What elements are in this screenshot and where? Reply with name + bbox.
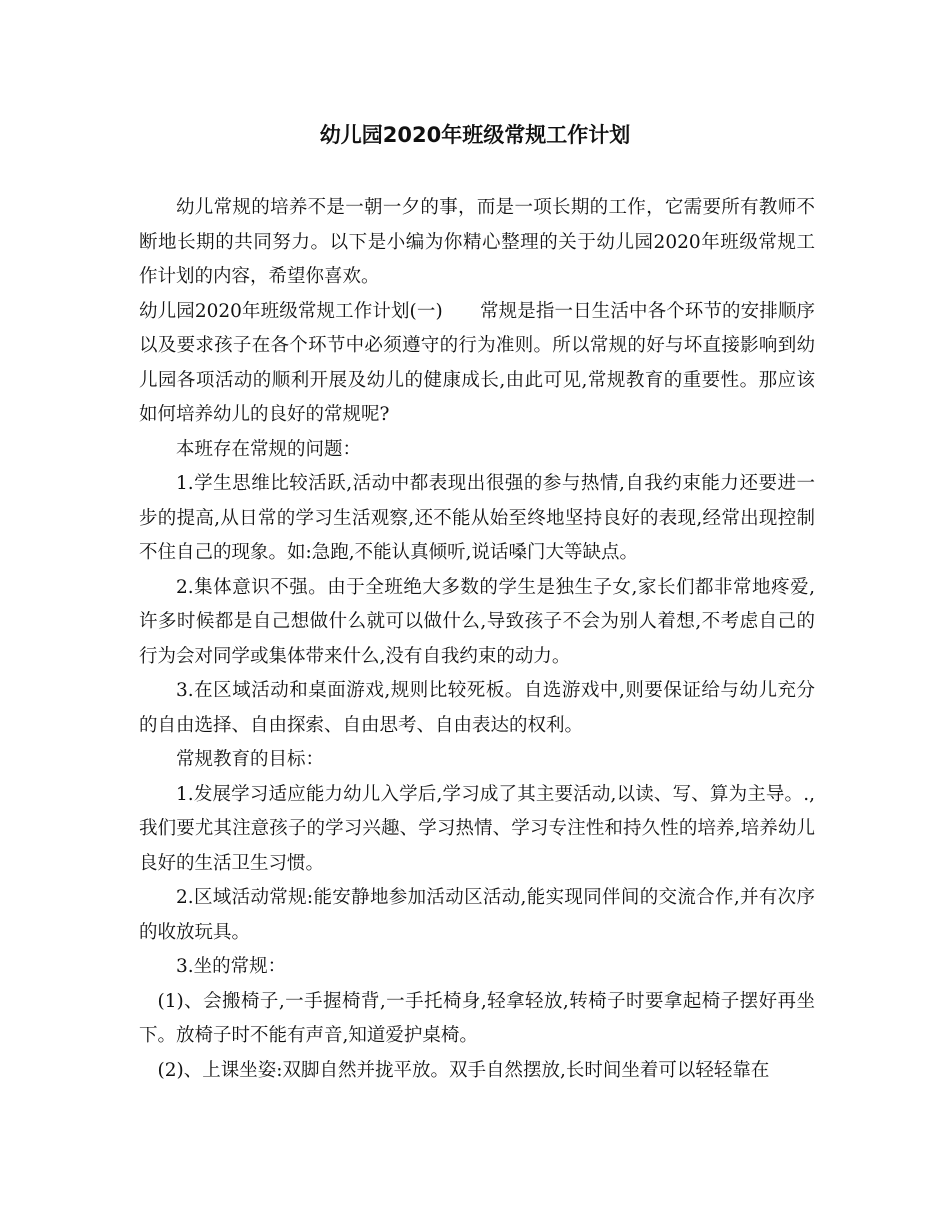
paragraph-goal-3: 3.坐的常规： (176, 956, 287, 977)
paragraph-plan-one: 幼儿园2020年班级常规工作计划(一) 常规是指一日生活中各个环节的安排顺序以及要求孩子在各个环节中必须遵守的行为准则。所以常规的好与坏直接影响到幼儿园各项活动的顺利开展及幼儿的健康成长,由此可见,常规教育的重要性。那应该如何培养幼儿的良好的常规呢? (139, 300, 815, 425)
paragraph-sit-rule-2: (2)、上课坐姿:双脚自然并拢平放。双手自然摆放,长时间坐着可以轻轻靠在 (157, 1059, 770, 1081)
paragraph-problem-1: 1.学生思维比较活跃,活动中都表现出很强的参与热情,自我约束能力还要进一步的提高,从日常的学习生活观察,还不能从始至终地坚持良好的表现,经常出现控制不住自己的现象。如:急跑,不能认真倾听,说话嗓门大等缺点。 (139, 473, 815, 563)
paragraph-intro: 幼儿常规的培养不是一朝一夕的事，而是一项长期的工作，它需要所有教师不断地长期的共同努力。以下是小编为你精心整理的关于幼儿园2020年班级常规工作计划的内容，希望你喜欢。 (139, 197, 815, 287)
paragraph-problem-2: 2.集体意识不强。由于全班绝大多数的学生是独生子女,家长们都非常地疼爱,许多时候都是自己想做什么就可以做什么,导致孩子不会为别人着想,不考虑自己的行为会对同学或集体带来什么,没有自我约束的动力。 (139, 576, 815, 667)
paragraph-goals-heading: 常规教育的目标： (176, 749, 325, 770)
paragraph-goal-1: 1.发展学习适应能力幼儿入学后,学习成了其主要活动,以读、写、算为主导。.,我们要尤其注意孩子的学习兴趣、学习热情、学习专注性和持久性的培养,培养幼儿良好的生活卫生习惯。 (139, 783, 815, 874)
document-body (139, 191, 815, 1088)
document-title: 幼儿园2020年班级常规工作计划 (319, 123, 631, 147)
paragraph-problems-heading: 本班存在常规的问题： (176, 438, 362, 460)
paragraph-goal-2: 2.区域活动常规:能安静地参加活动区活动,能实现同伴间的交流合作,并有次序的收放玩具。 (139, 887, 815, 943)
paragraph-sit-rule-1: (1)、会搬椅子,一手握椅背,一手托椅身,轻拿轻放,转椅子时要拿起椅子摆好再坐下。放椅子时不能有声音,知道爱护桌椅。 (139, 990, 815, 1046)
paragraph-problem-3: 3.在区域活动和桌面游戏,规则比较死板。自选游戏中,则要保证给与幼儿充分的自由选择、自由探索、自由思考、自由表达的权利。 (139, 680, 815, 736)
